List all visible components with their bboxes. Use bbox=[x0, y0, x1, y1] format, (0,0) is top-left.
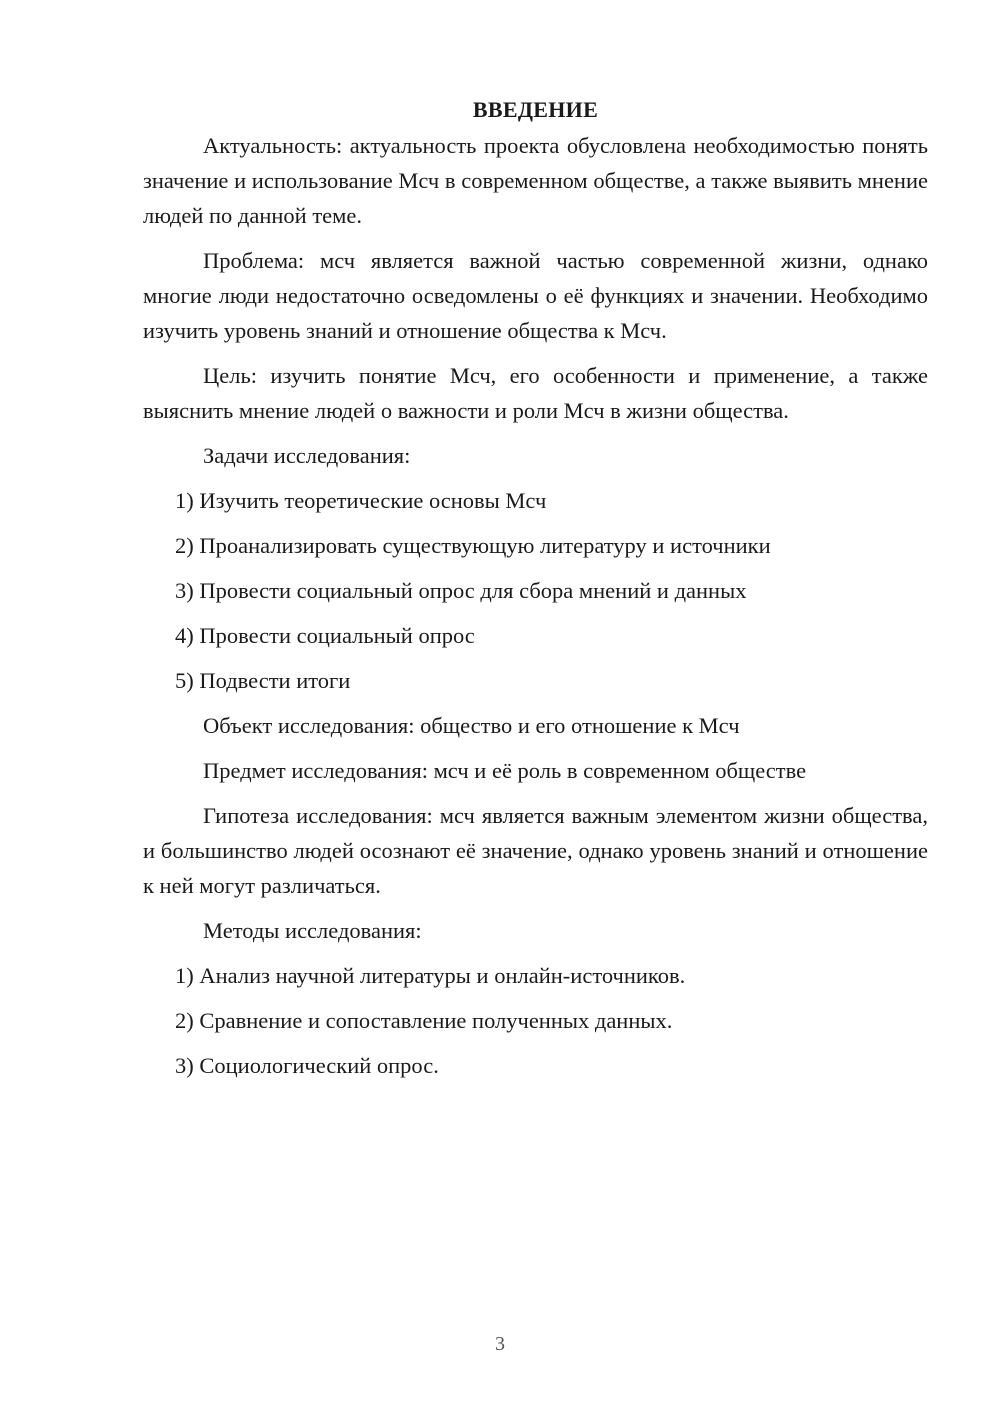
task-item: 4) Провести социальный опрос bbox=[175, 623, 475, 648]
task-item: 1) Изучить теоретические основы Мсч bbox=[175, 488, 547, 513]
tasks-heading: Задачи исследования: bbox=[203, 443, 411, 468]
method-item: 1) Анализ научной литературы и онлайн-источников. bbox=[175, 963, 686, 988]
methods-heading: Методы исследования: bbox=[203, 918, 422, 943]
research-object: Объект исследования: общество и его отношение к Мсч bbox=[203, 713, 740, 738]
page-number: 3 bbox=[495, 1333, 505, 1355]
task-item: 2) Проанализировать существующую литературу и источники bbox=[175, 533, 771, 558]
relevance-paragraph: Актуальность: актуальность проекта обусловлена необходимостью понять значение и использование Мсч в современном обществе, а также выявить мнение людей по данной теме. bbox=[143, 133, 928, 228]
research-subject: Предмет исследования: мсч и её роль в современном обществе bbox=[203, 758, 807, 783]
task-item: 5) Подвести итоги bbox=[175, 668, 351, 693]
problem-paragraph: Проблема: мсч является важной частью современной жизни, однако многие люди недостаточно осведомлены о её функциях и значении. Необходимо изучить уровень знаний и отношение общества к Мсч. bbox=[143, 248, 928, 343]
hypothesis-paragraph: Гипотеза исследования: мсч является важным элементом жизни общества, и большинство людей осознают её значение, однако уровень знаний и отношение к ней могут различаться. bbox=[143, 803, 928, 898]
method-item: 3) Социологический опрос. bbox=[175, 1053, 439, 1078]
section-title: ВВЕДЕНИЕ bbox=[472, 97, 599, 122]
document-page bbox=[143, 92, 928, 1093]
method-item: 2) Сравнение и сопоставление полученных данных. bbox=[175, 1008, 673, 1033]
goal-paragraph: Цель: изучить понятие Мсч, его особенности и применение, а также выяснить мнение людей о важности и роли Мсч в жизни общества. bbox=[143, 363, 928, 423]
task-item: 3) Провести социальный опрос для сбора мнений и данных bbox=[175, 578, 747, 603]
